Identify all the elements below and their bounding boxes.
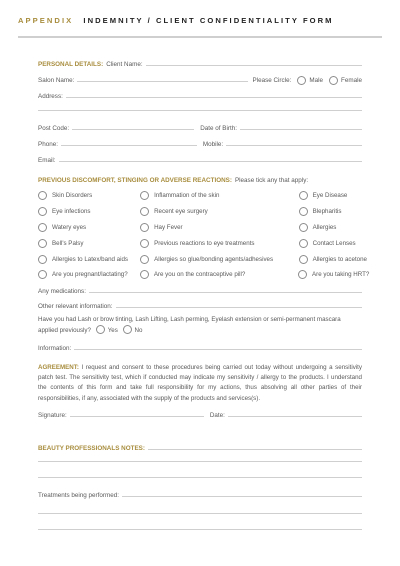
address-field-line-2[interactable] xyxy=(38,110,362,111)
female-radio[interactable] xyxy=(329,76,338,85)
agreement-text: I request and consent to these procedures being carried out today without undergoing a sensitivity patch test. The sensitivity test, which if conducted may indicate my sensitivity / allergy to the products. I understand the contents of this form and take full responsibility for my actions, thus absolving all other parties of their responsibilities, if any, associated with the supply of the products and services(s). xyxy=(38,364,362,402)
client-name-field[interactable] xyxy=(146,65,362,66)
treatments-row xyxy=(38,487,362,499)
checklist-label: Recent eye surgery xyxy=(154,208,208,216)
checkbox-pregnant[interactable] xyxy=(38,270,47,279)
email-field[interactable] xyxy=(59,161,363,162)
female-label: Female xyxy=(341,77,362,84)
postcode-dob-row xyxy=(38,120,362,132)
checklist-row xyxy=(38,251,368,267)
checklist-label: Are you pregnant/lactating? xyxy=(52,271,128,279)
post-code-label: Post Code: xyxy=(38,125,70,132)
checkbox-allergies[interactable] xyxy=(299,223,308,232)
checkbox-watery-eyes[interactable] xyxy=(38,223,47,232)
header-appendix: APPENDIX xyxy=(18,16,74,25)
treatments-label: Treatments being performed: xyxy=(38,492,119,499)
other-info-field[interactable] xyxy=(116,307,362,308)
checklist-label: Allergies xyxy=(312,223,337,231)
checklist-row xyxy=(38,220,368,236)
checkbox-acetone-allergy[interactable] xyxy=(299,255,308,264)
checklist-row xyxy=(38,188,368,204)
treatments-field[interactable] xyxy=(122,496,362,497)
information-field[interactable] xyxy=(74,349,362,350)
checkbox-hay-fever[interactable] xyxy=(140,223,149,232)
agreement-section-title: AGREEMENT: xyxy=(38,364,79,371)
checkbox-eye-infections[interactable] xyxy=(38,207,47,216)
signature-label: Signature: xyxy=(38,412,67,419)
checklist-label: Allergies so glue/bonding agents/adhesives xyxy=(154,255,274,263)
male-label: Male xyxy=(309,77,323,84)
yes-radio[interactable] xyxy=(96,325,105,334)
checklist-label: Allergies to Latex/band aids xyxy=(52,255,129,263)
address-label: Address: xyxy=(38,93,63,100)
treatments-field-line-3[interactable] xyxy=(38,529,362,530)
dob-field[interactable] xyxy=(240,129,362,130)
previous-treatment-text: Have you had Lash or brow tinting, Lash Lifting, Lash perming, Eyelash extension or semi-permanent mascara applied previously? xyxy=(38,316,341,335)
reactions-instruction: Please tick any that apply: xyxy=(234,177,309,184)
treatments-field-line-2[interactable] xyxy=(38,513,362,514)
date-field[interactable] xyxy=(228,416,362,417)
header-title: INDEMNITY / CLIENT CONFIDENTIALITY FORM xyxy=(83,16,334,25)
previous-treatment-question xyxy=(38,315,362,336)
salon-name-field[interactable] xyxy=(77,81,248,82)
salon-name-row xyxy=(38,72,362,84)
address-field[interactable] xyxy=(66,97,362,98)
post-code-field[interactable] xyxy=(72,129,194,130)
dob-label: Date of Birth: xyxy=(200,125,237,132)
checklist-label: Contact Lenses xyxy=(312,239,356,247)
client-name-label: Client Name: xyxy=(106,61,143,68)
checkbox-eye-disease[interactable] xyxy=(299,191,308,200)
signature-row xyxy=(38,407,362,419)
checklist-label: Hay Fever xyxy=(154,223,183,231)
checkbox-contact-lenses[interactable] xyxy=(299,239,308,248)
checkbox-previous-reactions[interactable] xyxy=(140,239,149,248)
notes-field-line-3[interactable] xyxy=(38,477,362,478)
checklist-label: Bell's Palsy xyxy=(52,239,84,247)
notes-field[interactable] xyxy=(148,449,362,450)
checklist-label: Eye Disease xyxy=(312,192,348,200)
header-rule xyxy=(18,36,382,38)
form-header xyxy=(18,16,390,25)
no-label: No xyxy=(134,327,143,335)
notes-field-line-2[interactable] xyxy=(38,461,362,462)
checklist-label: Watery eyes xyxy=(52,223,87,231)
checklist-row xyxy=(38,235,368,251)
checkbox-glue-allergy[interactable] xyxy=(140,255,149,264)
no-radio[interactable] xyxy=(123,325,132,334)
client-name-row xyxy=(38,56,362,68)
salon-name-label: Salon Name: xyxy=(38,77,75,84)
email-label: Email: xyxy=(38,157,56,164)
checkbox-contraceptive[interactable] xyxy=(140,270,149,279)
checkbox-blepharitis[interactable] xyxy=(299,207,308,216)
male-radio[interactable] xyxy=(297,76,306,85)
checkbox-skin-disorders[interactable] xyxy=(38,191,47,200)
checklist-label: Allergies to acetone xyxy=(312,255,367,263)
checklist-label: Eye infections xyxy=(52,208,91,216)
checkbox-bells-palsy[interactable] xyxy=(38,239,47,248)
checkbox-inflammation[interactable] xyxy=(140,191,149,200)
checkbox-recent-eye-surgery[interactable] xyxy=(140,207,149,216)
email-row xyxy=(38,152,362,164)
agreement-block xyxy=(38,363,362,404)
checklist-label: Are you taking HRT? xyxy=(312,271,370,279)
phone-field[interactable] xyxy=(61,145,197,146)
reactions-heading-row xyxy=(38,172,362,184)
phone-label: Phone: xyxy=(38,141,58,148)
information-label: Information: xyxy=(38,345,72,352)
checklist-row xyxy=(38,267,368,283)
personal-section-title: PERSONAL DETAILS: xyxy=(38,61,104,68)
medications-row xyxy=(38,283,362,295)
reactions-checklist xyxy=(38,188,368,283)
medications-field[interactable] xyxy=(89,292,362,293)
mobile-label: Mobile: xyxy=(202,141,224,148)
phone-mobile-row xyxy=(38,136,362,148)
information-row xyxy=(38,340,362,352)
please-circle-label: Please Circle: xyxy=(252,77,292,84)
other-info-label: Other relevant information: xyxy=(38,303,113,310)
notes-section-title: BEAUTY PROFESSIONALS NOTES: xyxy=(38,445,145,452)
checklist-label: Blepharitis xyxy=(312,208,342,216)
date-label: Date: xyxy=(209,412,225,419)
checkbox-latex-allergy[interactable] xyxy=(38,255,47,264)
checklist-row xyxy=(38,204,368,220)
notes-heading-row xyxy=(38,440,362,452)
reactions-section-title: PREVIOUS DISCOMFORT, STINGING OR ADVERSE REACTIONS: xyxy=(38,177,232,184)
other-info-row xyxy=(38,298,362,310)
address-row xyxy=(38,88,362,100)
checklist-label: Previous reactions to eye treatments xyxy=(154,239,255,247)
checklist-label: Inflammation of the skin xyxy=(154,192,220,200)
mobile-field[interactable] xyxy=(226,145,362,146)
checkbox-hrt[interactable] xyxy=(298,270,307,279)
checklist-label: Skin Disorders xyxy=(52,192,93,200)
signature-field[interactable] xyxy=(70,416,204,417)
yes-label: Yes xyxy=(107,327,118,335)
checklist-label: Are you on the contraceptive pill? xyxy=(153,271,246,279)
medications-label: Any medications: xyxy=(38,288,86,295)
